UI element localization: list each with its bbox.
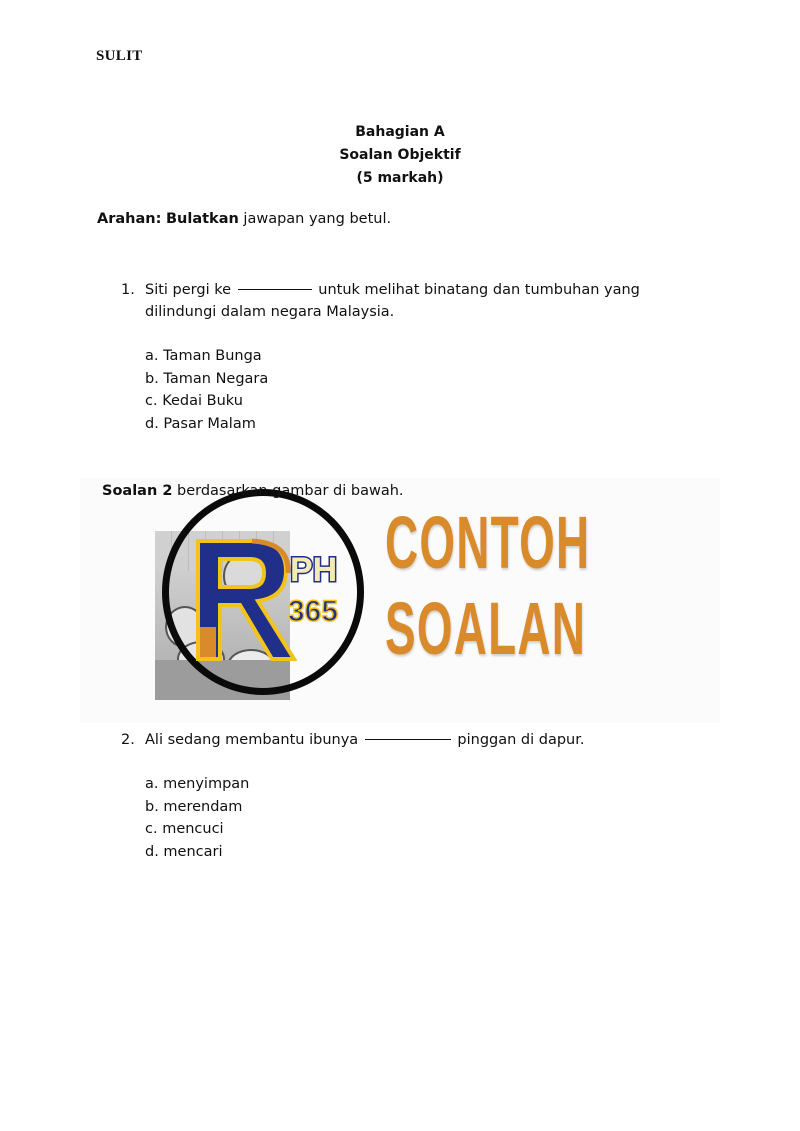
option-a[interactable]: a. Taman Bunga [145,348,262,364]
option-a[interactable]: a. menyimpan [145,776,250,792]
section-title: Bahagian A [355,124,445,140]
answer-blank [365,739,451,740]
question-number: 2. [121,732,135,748]
instruction-prefix: Arahan: [97,211,162,227]
sample-watermark [385,500,590,672]
question-2-options [145,773,249,863]
question-number: 1. [121,282,135,298]
stimulus-label-text: berdasarkan gambar di bawah. [177,483,404,499]
question-text-after: pinggan di dapur. [457,732,585,748]
question-text-before: Ali sedang membantu ibunya [145,732,359,748]
logo-text-365: 365 [288,595,339,628]
question-1-options [145,345,268,435]
logo-text-ph: PH [290,551,338,589]
question-text [145,729,685,751]
logo-accent-block [200,627,216,657]
option-d[interactable]: d. Pasar Malam [145,415,256,432]
stimulus-label [102,483,404,499]
question-text [145,279,685,323]
confidential-label: SULIT [96,48,143,64]
section-marks: (5 markah) [356,170,444,186]
instruction-text: jawapan yang betul. [243,211,392,227]
question-text-after: untuk melihat binatang dan tumbuhan yang dilindungi dalam negara Malaysia. [145,282,640,320]
section-heading [0,121,800,190]
answer-blank [238,289,312,290]
watermark-line-2: SOALAN [385,587,587,670]
option-c[interactable]: c. mencuci [145,821,224,837]
stimulus-label-bold: Soalan 2 [102,483,173,499]
option-b[interactable]: b. Taman Negara [145,370,269,387]
question-text-before: Siti pergi ke [145,282,232,298]
watermark-line-1: CONTOH [385,501,591,584]
option-d[interactable]: d. mencari [145,843,223,860]
instruction-keyword: Bulatkan [166,211,239,227]
option-b[interactable]: b. merendam [145,798,243,815]
instruction [97,211,391,227]
rph365-logo-icon [190,535,350,665]
section-subtitle: Soalan Objektif [339,147,461,163]
option-c[interactable]: c. Kedai Buku [145,393,243,409]
